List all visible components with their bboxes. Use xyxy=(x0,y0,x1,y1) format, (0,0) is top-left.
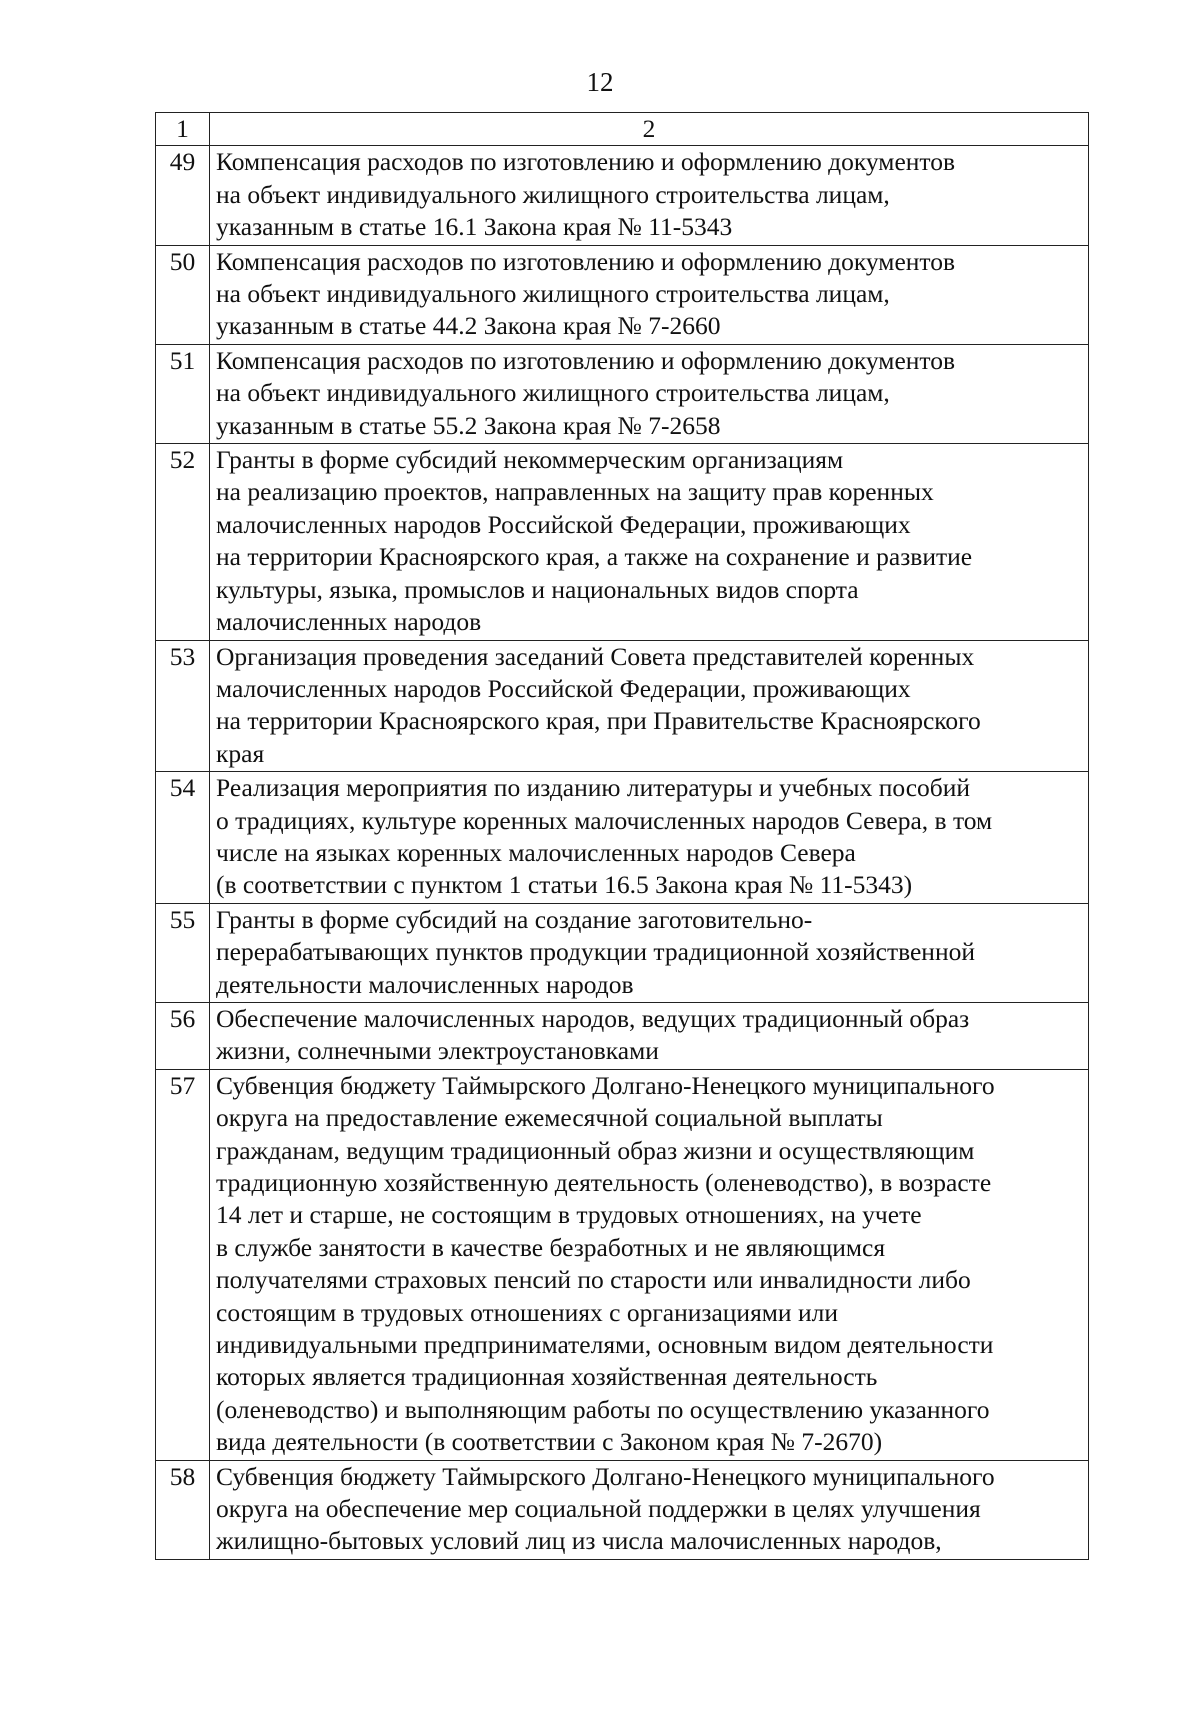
description-line: на территории Красноярского края, а также на сохранение и развитие xyxy=(216,542,973,572)
row-description xyxy=(210,640,1089,772)
description-line: жизни, солнечными электроустановками xyxy=(216,1036,659,1066)
row-number: 49 xyxy=(156,146,210,245)
row-number: 56 xyxy=(156,1002,210,1069)
description-line: округа на обеспечение мер социальной поддержки в целях улучшения xyxy=(216,1494,981,1524)
table-header-row xyxy=(156,113,1089,146)
description-line: указанным в статье 16.1 Закона края № 11-5343 xyxy=(216,212,733,242)
description-line: культуры, языка, промыслов и национальных видов спорта xyxy=(216,574,859,604)
description-line: жилищно-бытовых условий лиц из числа малочисленных народов, xyxy=(216,1526,942,1556)
table-row xyxy=(156,344,1089,443)
description-line: (оленеводство) и выполняющим работы по осуществлению указанного xyxy=(216,1394,990,1424)
description-line: на объект индивидуального жилищного строительства лицам, xyxy=(216,179,890,209)
description-line: на объект индивидуального жилищного строительства лицам, xyxy=(216,378,890,408)
row-description xyxy=(210,245,1089,344)
row-description xyxy=(210,444,1089,640)
description-line: перерабатывающих пунктов продукции традиционной хозяйственной xyxy=(216,937,975,967)
description-line: которых является традиционная хозяйственная деятельность xyxy=(216,1362,878,1392)
row-description xyxy=(210,344,1089,443)
description-line: гражданам, ведущим традиционный образ жизни и осуществляющим xyxy=(216,1135,975,1165)
description-line: на территории Красноярского края, при Правительстве Красноярского xyxy=(216,706,981,736)
description-line: индивидуальными предпринимателями, основным видом деятельности xyxy=(216,1330,994,1360)
table-row xyxy=(156,1069,1089,1460)
row-number: 55 xyxy=(156,903,210,1002)
row-number: 50 xyxy=(156,245,210,344)
row-description xyxy=(210,903,1089,1002)
row-description xyxy=(210,1460,1089,1559)
description-line: Организация проведения заседаний Совета представителей коренных xyxy=(216,641,975,671)
description-line: традиционную хозяйственную деятельность (оленеводство), в возрасте xyxy=(216,1168,992,1197)
table-row xyxy=(156,640,1089,772)
description-line: 14 лет и старше, не состоящим в трудовых отношениях, на учете xyxy=(216,1200,922,1230)
description-line: в службе занятости в качестве безработных и не являющимся xyxy=(216,1232,886,1262)
description-line: деятельности малочисленных народов xyxy=(216,969,634,999)
description-line: на объект индивидуального жилищного строительства лицам, xyxy=(216,279,890,309)
description-line: округа на предоставление ежемесячной социальной выплаты xyxy=(216,1103,883,1133)
description-line: края xyxy=(216,738,265,768)
row-description xyxy=(210,772,1089,904)
description-line: вида деятельности (в соответствии с Законом края № 7-2670) xyxy=(216,1427,883,1457)
row-number: 51 xyxy=(156,344,210,443)
description-line: Компенсация расходов по изготовлению и оформлению документов xyxy=(216,147,956,177)
row-description xyxy=(210,1069,1089,1460)
description-line: Реализация мероприятия по изданию литературы и учебных пособий xyxy=(216,773,971,803)
description-line: Субвенция бюджету Таймырского Долгано-Ненецкого муниципального xyxy=(216,1070,995,1100)
description-line: малочисленных народов Российской Федерации, проживающих xyxy=(216,673,911,703)
row-description xyxy=(210,146,1089,245)
description-line: состоящим в трудовых отношениях с организациями или xyxy=(216,1297,838,1327)
table-row xyxy=(156,1002,1089,1069)
description-line: малочисленных народов xyxy=(216,607,482,637)
description-line: Компенсация расходов по изготовлению и оформлению документов xyxy=(216,345,956,375)
description-line: (в соответствии с пунктом 1 статьи 16.5 Закона края № 11-5343) xyxy=(216,870,913,900)
description-line: Компенсация расходов по изготовлению и оформлению документов xyxy=(216,246,956,276)
table-row xyxy=(156,1460,1089,1559)
measures-table xyxy=(155,112,1089,1560)
description-line: Гранты в форме субсидий некоммерческим организациям xyxy=(216,445,844,475)
description-line: о традициях, культуре коренных малочисленных народов Севера, в том xyxy=(216,805,993,835)
header-col-description: 2 xyxy=(210,113,1089,146)
description-line: на реализацию проектов, направленных на защиту прав коренных xyxy=(216,477,934,507)
table-row xyxy=(156,444,1089,640)
description-line: Субвенция бюджету Таймырского Долгано-Ненецкого муниципального xyxy=(216,1461,995,1491)
table-row xyxy=(156,146,1089,245)
page-number: 12 xyxy=(586,67,614,97)
description-line: Обеспечение малочисленных народов, ведущих традиционный образ xyxy=(216,1003,970,1033)
description-line: числе на языках коренных малочисленных народов Севера xyxy=(216,837,856,867)
row-number: 58 xyxy=(156,1460,210,1559)
table-body xyxy=(156,113,1089,1560)
row-description xyxy=(210,1002,1089,1069)
row-number: 54 xyxy=(156,772,210,904)
table-row xyxy=(156,772,1089,904)
description-line: указанным в статье 44.2 Закона края № 7-2660 xyxy=(216,311,721,341)
description-line: Гранты в форме субсидий на создание заготовительно- xyxy=(216,904,813,934)
row-number: 53 xyxy=(156,640,210,772)
description-line: получателями страховых пенсий по старости или инвалидности либо xyxy=(216,1265,971,1295)
row-number: 57 xyxy=(156,1069,210,1460)
row-number: 52 xyxy=(156,444,210,640)
description-line: указанным в статье 55.2 Закона края № 7-2658 xyxy=(216,410,721,440)
description-line: малочисленных народов Российской Федерации, проживающих xyxy=(216,509,911,539)
header-col-number: 1 xyxy=(156,113,210,146)
table-row xyxy=(156,245,1089,344)
table-row xyxy=(156,903,1089,1002)
